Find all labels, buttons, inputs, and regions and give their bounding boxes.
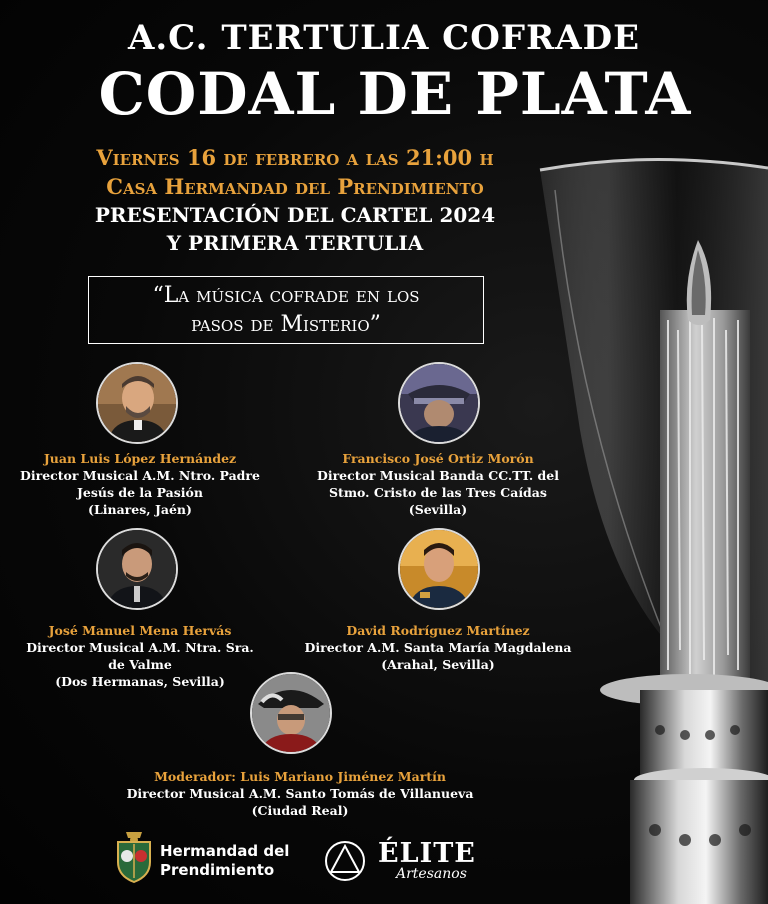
speaker-3-photo xyxy=(96,528,178,610)
sponsor-2-subtitle: Artesanos xyxy=(396,866,467,882)
speaker-4-info xyxy=(300,622,576,673)
sponsor-1-label xyxy=(160,842,289,880)
presentation-line-1: PRESENTACIÓN DEL CARTEL 2024 xyxy=(94,203,496,227)
moderator-line-2: (Ciudad Real) xyxy=(251,803,349,818)
speaker-3-line-3: (Dos Hermanas, Sevilla) xyxy=(55,674,225,689)
elite-triangle-logo-icon xyxy=(322,840,368,882)
sponsor-1-line-2: Prendimiento xyxy=(160,861,275,879)
moderator-line-1: Director Musical A.M. Santo Tomás de Villanueva xyxy=(126,786,474,801)
moderator-info xyxy=(60,768,540,819)
speaker-2-line-1: Director Musical Banda CC.TT. del xyxy=(317,468,559,483)
speaker-4-line-1: Director A.M. Santa María Magdalena xyxy=(304,640,572,655)
speaker-4-photo xyxy=(398,528,480,610)
speaker-3-line-1: Director Musical A.M. Ntra. Sra. xyxy=(26,640,254,655)
presentation-line-2: Y PRIMERA TERTULIA xyxy=(166,231,424,255)
speaker-4-name: David Rodríguez Martínez xyxy=(346,623,530,638)
speaker-1-line-3: (Linares, Jaén) xyxy=(88,502,192,517)
topic-line-2: pasos de Misterio” xyxy=(191,312,381,337)
speaker-1-line-2: Jesús de la Pasión xyxy=(76,485,203,500)
event-name-title: CODAL DE PLATA xyxy=(98,60,692,128)
topic-line-1: “La música cofrade en los xyxy=(152,283,420,308)
speaker-1-line-1: Director Musical A.M. Ntro. Padre xyxy=(20,468,260,483)
speaker-4-line-2: (Arahal, Sevilla) xyxy=(381,657,495,672)
speaker-1-photo xyxy=(96,362,178,444)
speaker-2-info xyxy=(308,450,568,518)
event-venue: Casa Hermandad del Prendimiento xyxy=(106,174,484,199)
moderator-photo xyxy=(250,672,332,754)
association-title: A.C. TERTULIA COFRADE xyxy=(127,18,641,58)
sponsor-2-name: ÉLITE xyxy=(378,838,476,869)
speaker-3-line-2: de Valme xyxy=(108,657,172,672)
sponsor-1-line-1: Hermandad del xyxy=(160,842,290,860)
moderator-name: Moderador: Luis Mariano Jiménez Martín xyxy=(154,769,446,784)
event-date: Viernes 16 de febrero a las 21:00 h xyxy=(96,145,494,170)
speaker-1-info xyxy=(20,450,260,518)
topic-box xyxy=(88,276,484,344)
speaker-3-name: José Manuel Mena Hervás xyxy=(48,623,232,638)
speaker-2-photo xyxy=(398,362,480,444)
speaker-3-info xyxy=(20,622,260,690)
speaker-2-line-3: (Sevilla) xyxy=(408,502,468,517)
brotherhood-crest-icon xyxy=(112,828,156,884)
speaker-1-name: Juan Luis López Hernández xyxy=(43,451,237,466)
speaker-2-name: Francisco José Ortiz Morón xyxy=(342,451,534,466)
speaker-2-line-2: Stmo. Cristo de las Tres Caídas xyxy=(329,485,547,500)
